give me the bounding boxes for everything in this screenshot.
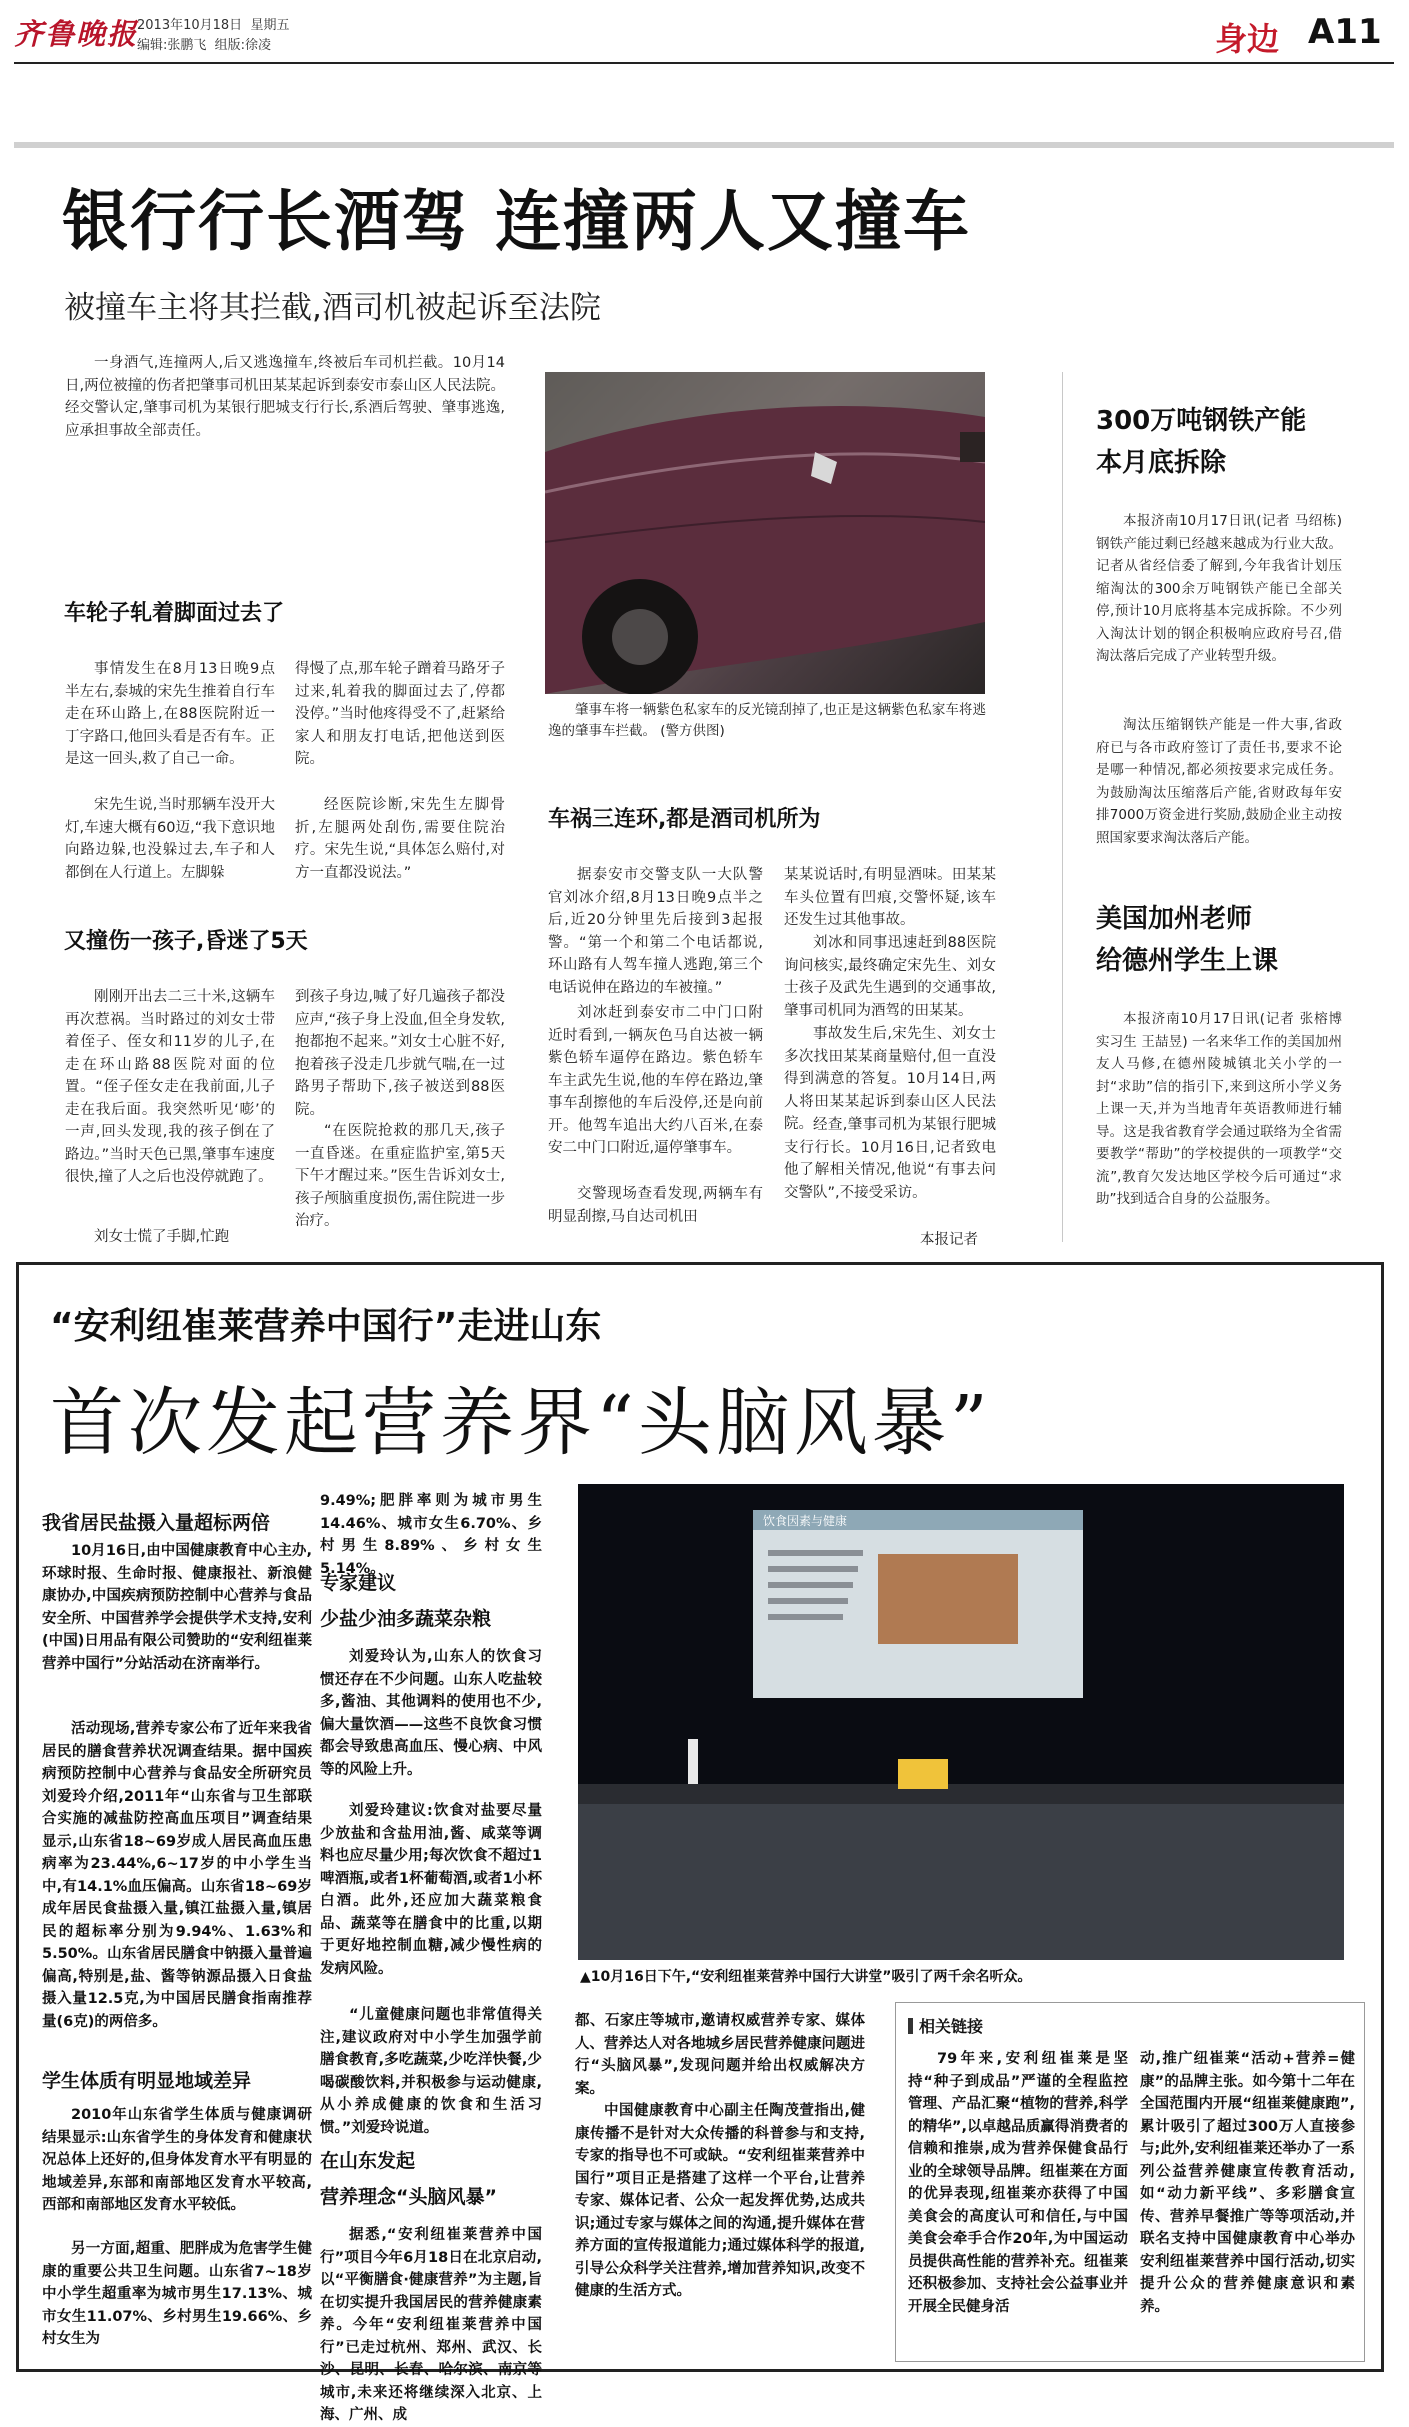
sec1-col1b: 宋先生说,当时那辆车没开大灯,车速大概有60迈,“我下意识地向路边躲,也没躲过去,车子和人都倒在人行道上。左脚躲 (65, 797, 275, 881)
sec3-col2b: 刘冰和同事迅速赶到88医院询问核实,最终确定宋先生、刘女士孩子及武先生遇到的交通事故,肇事司机同为酒驾的田某某。 (784, 935, 996, 1019)
adv-sec2-p1: 2010年山东省学生体质与健康调研结果显示:山东省学生的身体发育和健康状况总体上还好的,但身体发育水平有明显的地域差异,东部和南部地区发育水平较高,西部和南部地区发育水平较低。 (42, 2107, 312, 2213)
layout-credit: 组版:徐凌 (214, 38, 272, 53)
side2-title-line2: 给德州学生上课 (1096, 946, 1279, 976)
related-link-title (908, 2014, 983, 2037)
adv-sec1-p1: 10月16日,由中国健康教育中心主办,环球时报、生命时报、健康报社、新浪健康协办,中国疾病预防控制中心营养与食品安全所、中国营养学会提供学术支持,安利(中国)日用品有限公司赞助的“安利纽崔莱营养中国行”分站活动在济南举行。 (42, 1543, 312, 1672)
adv-sec2-p2: 另一方面,超重、肥胖成为危害学生健康的重要公共卫生问题。山东省7~18岁中小学生超重率为城市男生17.13%、城市女生11.07%、乡村男生19.66%、乡村女生为 (42, 2241, 312, 2347)
slide-title: 饮食因素与健康 (763, 1514, 848, 1528)
adv-col2-title1: 专家建议 (320, 1572, 397, 1594)
adv-col2-p2: 刘爱玲建议:饮食对盐要尽量少放盐和含盐用油,酱、咸菜等调料也应尽量少用;每次饮食不超过1啤酒瓶,或者1杯葡萄酒,或者1小杯白酒。此外,还应加大蔬菜粮食品、蔬菜等在膳食中的比重,以期于更好地控制血糖,减少慢性病的发病风险。 (320, 1803, 542, 1977)
sec3-col1: 据泰安市交警支队一大队警官刘冰介绍,8月13日晚9点半之后,近20分钟里先后接到3起报警。“第一个和第二个电话都说,环山路有人驾车撞人逃跑,第三个电话说伸在路边的车被撞。” (548, 867, 763, 996)
sec3-col2: 某某说话时,有明显酒味。田某某车头位置有凹痕,交警怀疑,该车还发生过其他事故。 (784, 867, 996, 928)
lead-paragraph: 一身酒气,连撞两人,后又逃逸撞车,终被后车司机拦截。10月14日,两位被撞的伤者把肇事司机田某某起诉到泰安市泰山区人民法院。经交警认定,肇事司机为某银行肥城支行行长,系酒后驾驶、肇事逃逸,应承担事故全部责任。 (65, 355, 505, 439)
main-headline: 银行行长酒驾 连撞两人又撞车 (62, 183, 971, 260)
byline: 本报记者 (920, 1232, 978, 1248)
issue-weekday: 星期五 (250, 18, 290, 33)
masthead-logo (14, 12, 139, 54)
advertorial-kicker: “安利纽崔莱营养中国行”走进山东 (50, 1306, 602, 1347)
adv-col2-title3: 在山东发起 (320, 2150, 416, 2172)
sec3-col2c: 事故发生后,宋先生、刘女士多次找田某某商量赔付,但一直没得到满意的答复。10月14日,两人将田某某起诉到泰山区人民法院。 (784, 1026, 996, 1132)
issue-date: 2013年10月18日 (137, 18, 243, 33)
section-title-1: 车轮子轧着脚面过去了 (64, 601, 285, 626)
side2-title-line1: 美国加州老师 (1096, 904, 1253, 934)
issue-info (137, 16, 289, 56)
sec2-col2b: “在医院抢救的那几天,孩子一直昏迷。在重症监护室,第5天下午才醒过来。”医生告诉刘女士,孩子颅脑重度损伤,需住院进一步治疗。 (295, 1123, 505, 1229)
sec2-col1: 刚刚开出去二三十米,这辆车再次惹祸。当时路过的刘女士带着侄子、侄女和11岁的儿子,在走在环山路88医院对面的位置。“侄子侄女走在我前面,儿子走在我后面。我突然听见‘嘭’的一声,回头发现,我的孩子倒在了路边。”当时天色已黑,肇事车速度很快,撞了人之后也没停就跑了。 (65, 989, 275, 1185)
adv-col3-p1: 都、石家庄等城市,邀请权威营养专家、媒体人、营养达人对各地城乡居民营养健康问题进行“头脑风暴”,发现问题并给出权威解决方案。 (575, 2013, 865, 2097)
side1-body2: 淘汰压缩钢铁产能是一件大事,省政府已与各市政府签订了责任书,要求不论是哪一种情况,都必须按要求完成任务。为鼓励淘汰压缩落后产能,省财政每年安排7000万资金进行奖励,鼓励企业主动按照国家要求淘汰落后产能。 (1096, 717, 1342, 846)
lecture-photo (578, 1484, 1344, 1960)
sec1-col1: 事情发生在8月13日晚9点半左右,泰城的宋先生推着自行车走在环山路上,在88医院附近一丁字路口,他回头看是否有车。正是这一回头,救了自己一命。 (65, 661, 275, 767)
section-title-3: 车祸三连环,都是酒司机所为 (548, 807, 821, 832)
sec2-col1b: 刘女士慌了手脚,忙跑 (94, 1229, 230, 1245)
adv-sec1-title: 我省居民盐摄入量超标两倍 (42, 1512, 271, 1534)
page-number: A11 (1308, 12, 1382, 52)
header-rule (14, 62, 1394, 64)
sec1-col2b: 经医院诊断,宋先生左脚骨折,左腿两处刮伤,需要住院治疗。宋先生说,“具体怎么赔付,对方一直都没说法。” (295, 797, 505, 881)
adv-col5-p1: 动,推广纽崔莱“活动+营养=健康”的品牌主张。如今第十二年在全国范围内开展“纽崔莱健康跑”,累计吸引了超过300万人直接参与;此外,安利纽崔莱还举办了一系列公益营养健康宣传教育活动,如“动力新平线”、多彩膳食宣传、营养早餐推广等等项活动,并联名支持中国健康教育中心举办安利纽崔莱营养中国行活动,切实提升公众的营养健康意识和素养。 (1140, 2051, 1355, 2315)
adv-col3-p2: 中国健康教育中心副主任陶茂萱指出,健康传播不是针对大众传播的科普参与和支持,专家的指导也不可或缺。“安利纽崔莱营养中国行”项目正是搭建了这样一个平台,让营养专家、媒体记者、公众一起发挥优势,达成共识;通过专家与媒体之间的沟通,提升媒体在营养方面的宣传报道能力;通过媒体科学的报道,引导公众科学关注营养,增加营养知识,改变不健康的生活方式。 (575, 2103, 865, 2299)
adv-col2-p3: “儿童健康问题也非常值得关注,建议政府对中小学生加强学前膳食教育,多吃蔬菜,少吃洋快餐,少喝碳酸饮料,并积极参与运动健康,从小养成健康的饮食和生活习惯。”刘爱玲说道。 (320, 2007, 542, 2136)
adv-col2-title4: 营养理念“头脑风暴” (320, 2186, 497, 2208)
adv-col2-p4: 据悉,“安利纽崔莱营养中国行”项目今年6月18日在北京启动,以“平衡膳食·健康营养”为主题,旨在切实提升我国居民的营养健康素养。今年“安利纽崔莱营养中国行”已走过杭州、郑州、武汉、长沙、昆明、长春、哈尔滨、南京等城市,未来还将继续深入北京、上海、广州、成 (320, 2227, 542, 2423)
car-illustration (545, 372, 985, 694)
side2-title (1096, 898, 1278, 982)
editor-credit: 编辑:张鹏飞 (137, 38, 207, 53)
side1-body: 本报济南10月17日讯(记者 马绍栋) 钢铁产能过剩已经越来越成为行业大敌。记者从省经信委了解到,今年我省计划压缩淘汰的300余万吨钢铁产能已全部关停,预计10月底将基本完成拆除。不少列入淘汰计划的钢企积极响应政府号召,借淘汰落后完成了产业转型升级。 (1096, 513, 1342, 664)
side1-title (1096, 400, 1306, 484)
adv-col4-p1: 79年来,安利纽崔莱是坚持“种子到成品”严谨的全程监控管理、产品汇聚“植物的营养,科学的精华”,以卓越品质赢得消费者的信赖和推崇,成为营养保健食品行业的全球领导品牌。纽崔莱在方面的优异表现,纽崔莱亦获得了中国美食会的高度认可和信任,与中国美食会牵手合作20年,为中国运动员提供高性能的营养补充。纽崔莱还积极参加、支持社会公益事业并开展全民健身活 (908, 2051, 1128, 2315)
adv-col2-p1: 刘爱玲认为,山东人的饮食习惯还存在不少问题。山东人吃盐较多,酱油、其他调料的使用也不少,偏大量饮酒——这些不良饮食习惯都会导致患高血压、慢心病、中风等的风险上升。 (320, 1649, 542, 1778)
sec3-col1c: 交警现场查看发现,两辆车有明显刮擦,马自达司机田 (548, 1186, 763, 1225)
adv-col2-title2: 少盐少油多蔬菜杂粮 (320, 1608, 492, 1630)
sec1-col2: 得慢了点,那车轮子蹭着马路牙子过来,轧着我的脚面过去了,停都没停。”当时他疼得受不了,赶紧给家人和朋友打电话,把他送到医院。 (295, 661, 505, 767)
advertorial-headline: 首次发起营养界“头脑风暴” (50, 1380, 992, 1466)
sec3-col1b: 刘冰赶到泰安市二中门口附近时看到,一辆灰色马自达被一辆紫色轿车逼停在路边。紫色轿车车主武先生说,他的车停在路边,肇事车刮擦他的车后没停,还是向前开。他驾车追出大约八百米,在泰安二中门口附近,逼停肇事车。 (548, 1005, 763, 1156)
adv-sec1-p2: 活动现场,营养专家公布了近年来我省居民的膳食营养状况调查结果。据中国疾病预防控制中心营养与食品安全所研究员刘爱玲介绍,2011年“山东省与卫生部联合实施的减盐防控高血压项目”调查结果显示,山东省18~69岁成人居民高血压患病率为23.44%,6~17岁的中小学生当中,有14.1%血压偏高。山东省18~69岁成年居民食盐摄入量,镇江盐摄入量,镇居民的超标率分别为9.94%、1.63%和5.50%。山东省居民膳食中钠摄入量普遍偏高,特别是,盐、酱等钠源品摄入日食盐摄入量12.5克,为中国居民膳食指南推荐量(6克)的两倍多。 (42, 1721, 312, 2030)
related-link-mark (908, 2018, 913, 2034)
photo-caption: 肇事车将一辆紫色私家车的反光镜刮掉了,也正是这辆紫色私家车将逃逸的肇事车拦截。 (警方供图) (548, 702, 986, 739)
car-photo (545, 372, 985, 694)
section-title-2: 又撞伤一孩子,昏迷了5天 (64, 929, 308, 954)
header-rule-thin (14, 142, 1394, 148)
sec3-col2d: 经查,肇事司机为某银行肥城支行行长。10月16日,记者致电他了解相关情况,他说“有事去问交警队”,不接受采访。 (784, 1117, 996, 1201)
section-name: 身边 (1215, 20, 1280, 58)
related-link-label: 相关链接 (919, 2017, 984, 2036)
column-divider (1062, 372, 1063, 1242)
lecture-photo-caption: ▲10月16日下午,“安利纽崔莱营养中国行大讲堂”吸引了两千余名听众。 (580, 1969, 1032, 1985)
adv-sec2-title: 学生体质有明显地域差异 (42, 2070, 252, 2092)
side1-title-line1: 300万吨钢铁产能 (1096, 406, 1307, 436)
side1-title-line2: 本月底拆除 (1096, 448, 1227, 478)
sec2-col2: 到孩子身边,喊了好几遍孩子都没应声,“孩子身上没血,但全身发软,抱都抱不起来。”刘女士心脏不好,抱着孩子没走几步就气喘,在一过路男子帮助下,孩子被送到88医院。 (295, 989, 505, 1118)
adv-col2-p0: 9.49%;肥胖率则为城市男生14.46%、城市女生6.70%、乡村男生8.89%、乡村女生5.14%。 (320, 1493, 542, 1577)
side2-body: 本报济南10月17日讯(记者 张榕博 实习生 王喆昱) 一名来华工作的美国加州友人马修,在德州陵城镇北关小学的一封“求助”信的指引下,来到这所小学义务上课一天,并为当地青年英语教师进行辅导。这是我省教育学会通过联络为全省需要教学“帮助”的学校提供的一项教学“交流”,教育欠发达地区学校今后可通过“求助”找到适合自身的公益服务。 (1096, 1011, 1342, 1207)
main-subhead: 被撞车主将其拦截,酒司机被起诉至法院 (64, 290, 601, 326)
lecture-illustration (578, 1484, 1344, 1960)
paper-name: 齐鲁晚报 (14, 17, 139, 51)
